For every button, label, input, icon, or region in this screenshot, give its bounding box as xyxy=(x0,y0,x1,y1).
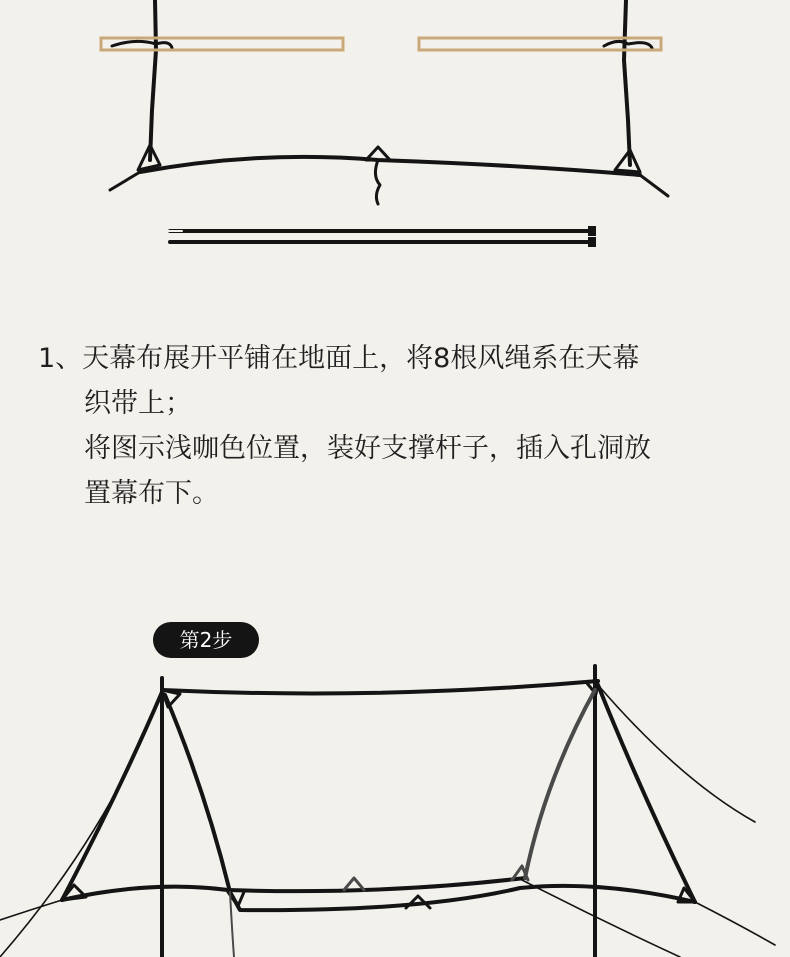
guy-rope-left-1 xyxy=(0,900,62,920)
guy-rope-right-2 xyxy=(695,902,775,945)
right-corner-loop xyxy=(615,150,640,172)
instruction-line-4: 置幕布下。 xyxy=(84,478,219,509)
instruction-line-2: 织带上； xyxy=(84,388,192,419)
left-front-edge xyxy=(62,692,162,900)
guy-rope-left-2 xyxy=(0,692,162,957)
step-badge: 第2步 xyxy=(153,622,259,658)
guy-rope-right-1 xyxy=(598,685,755,822)
instruction-line-3: 将图示浅咖色位置，装好支撑杆子，插入孔洞放 xyxy=(84,433,651,464)
ridge-edge xyxy=(162,681,598,693)
front-bottom-edge xyxy=(62,878,525,900)
left-pole-line xyxy=(150,0,156,160)
highlight-box-left xyxy=(101,38,343,50)
right-pole-line xyxy=(624,0,630,165)
instruction-line-1: 1、天幕布展开平铺在地面上，将8根风绳系在天幕 xyxy=(38,343,640,374)
step1-instructions xyxy=(38,336,738,516)
support-poles xyxy=(168,226,596,247)
tarp-flat-diagram xyxy=(110,0,668,204)
tarp-pitched-diagram xyxy=(0,666,775,957)
